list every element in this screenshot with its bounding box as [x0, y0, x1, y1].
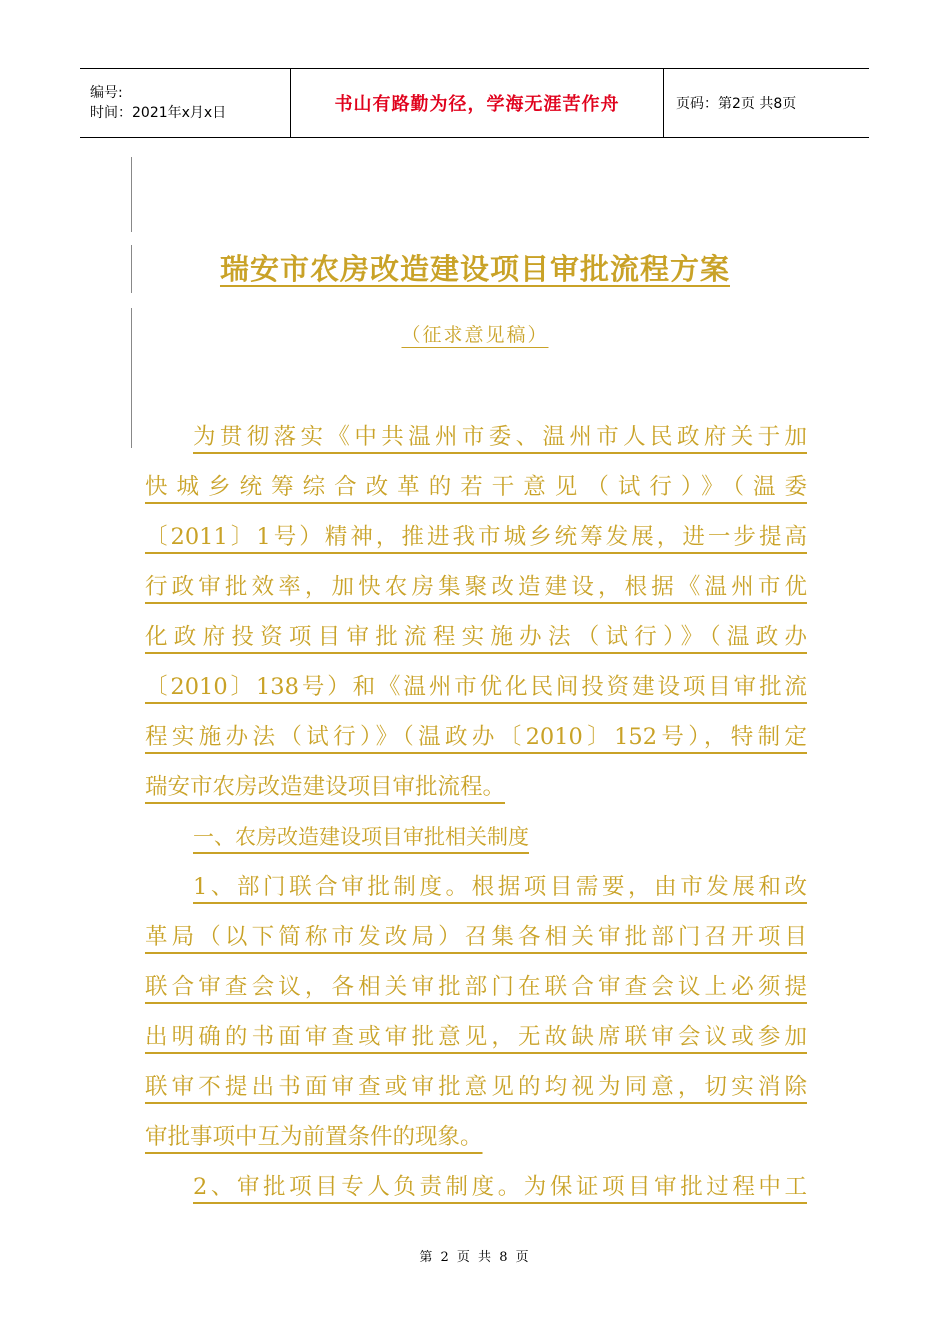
text-line: 为贯彻落实《中共温州市委、温州市人民政府关于加: [193, 424, 807, 450]
header-motto: 书山有路勤为径，学海无涯苦作舟: [334, 94, 620, 115]
text-line: 〔2011〕1号）精神，推进我市城乡统筹发展，进一步提高: [145, 524, 807, 550]
text-line: 〔2010〕138号）和《温州市优化民间投资建设项目审批流: [145, 674, 807, 700]
text-line: 出明确的书面审查或审批意见，无故缺席联审会议或参加: [145, 1024, 807, 1050]
text-line: 行政审批效率，加快农房集聚改造建设，根据《温州市优: [145, 574, 807, 600]
section-heading: 一、农房改造建设项目审批相关制度: [193, 825, 529, 849]
document-date: 时间：2021年x月x日: [90, 105, 227, 121]
document-subtitle: （征求意见稿）: [401, 324, 549, 346]
header-motto-cell: [290, 69, 664, 137]
text-line: 化政府投资项目审批流程实施办法（试行）》（温政办: [145, 624, 807, 650]
paragraph-intro: [145, 412, 807, 1212]
text-line: 联合审查会议，各相关审批部门在联合审查会议上必须提: [145, 974, 807, 1000]
text-line: 1、部门联合审批制度。根据项目需要，由市发展和改: [193, 874, 807, 900]
document-header: [80, 68, 869, 138]
text-line: 审批事项中互为前置条件的现象。: [145, 1124, 483, 1150]
text-line: 2、审批项目专人负责制度。为保证项目审批过程中工: [193, 1174, 807, 1200]
document-number-label: 编号:: [90, 85, 123, 101]
header-page-info: 页码：第2页 共8页: [676, 96, 797, 112]
text-line: 快城乡统筹综合改革的若干意见（试行）》（温委: [145, 474, 807, 500]
page-footer: 第 2 页 共 8 页: [419, 1250, 531, 1265]
document-title: 瑞安市农房改造建设项目审批流程方案: [219, 252, 730, 286]
text-line: 瑞安市农房改造建设项目审批流程。: [145, 774, 506, 800]
text-line: 联审不提出书面审查或审批意见的均视为同意，切实消除: [145, 1074, 807, 1100]
header-meta: [80, 69, 290, 137]
text-line: 程实施办法（试行）》（温政办〔2010〕152号），特制定: [145, 724, 807, 750]
text-line: 革局（以下简称市发改局）召集各相关审批部门召开项目: [145, 924, 807, 950]
margin-line: [131, 157, 132, 232]
